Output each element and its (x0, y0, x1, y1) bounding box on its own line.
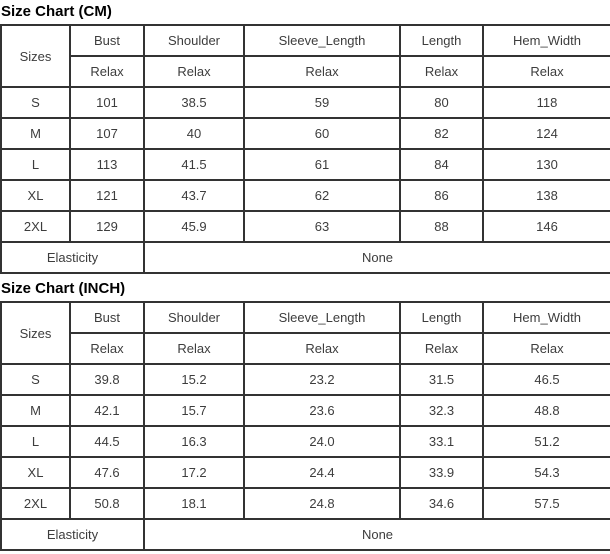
value-cell: 48.8 (483, 395, 610, 426)
table-row-s (1, 364, 610, 395)
value-cell: 16.3 (144, 426, 244, 457)
value-cell: 86 (400, 180, 483, 211)
size-cell: S (1, 87, 70, 118)
column-header-bust: Bust (70, 25, 144, 56)
header-row (1, 25, 610, 56)
fit-label: Relax (144, 333, 244, 364)
table-row-xl (1, 180, 610, 211)
column-header-sleeve-length: Sleeve_Length (244, 302, 400, 333)
elasticity-label: Elasticity (1, 242, 144, 273)
table-row-xl (1, 457, 610, 488)
column-header-bust: Bust (70, 302, 144, 333)
sizes-corner-header: Sizes (1, 302, 70, 364)
value-cell: 138 (483, 180, 610, 211)
size-chart-inch-table (0, 301, 610, 551)
header-row (1, 302, 610, 333)
value-cell: 57.5 (483, 488, 610, 519)
value-cell: 82 (400, 118, 483, 149)
size-cell: L (1, 149, 70, 180)
value-cell: 18.1 (144, 488, 244, 519)
fit-label: Relax (244, 333, 400, 364)
table-row-2xl (1, 488, 610, 519)
value-cell: 24.8 (244, 488, 400, 519)
value-cell: 88 (400, 211, 483, 242)
fit-row (1, 333, 610, 364)
column-header-hem-width: Hem_Width (483, 302, 610, 333)
size-chart-cm-table (0, 24, 610, 274)
value-cell: 32.3 (400, 395, 483, 426)
fit-label: Relax (244, 56, 400, 87)
size-cell: S (1, 364, 70, 395)
fit-label: Relax (70, 56, 144, 87)
column-header-sleeve-length: Sleeve_Length (244, 25, 400, 56)
size-cell: M (1, 118, 70, 149)
value-cell: 45.9 (144, 211, 244, 242)
size-cell: M (1, 395, 70, 426)
value-cell: 129 (70, 211, 144, 242)
size-cell: L (1, 426, 70, 457)
value-cell: 54.3 (483, 457, 610, 488)
value-cell: 146 (483, 211, 610, 242)
value-cell: 59 (244, 87, 400, 118)
size-cell: XL (1, 180, 70, 211)
value-cell: 107 (70, 118, 144, 149)
elasticity-value: None (144, 242, 610, 273)
value-cell: 31.5 (400, 364, 483, 395)
value-cell: 44.5 (70, 426, 144, 457)
value-cell: 61 (244, 149, 400, 180)
value-cell: 47.6 (70, 457, 144, 488)
size-chart-cm-title: Size Chart (CM) (1, 3, 112, 20)
fit-row (1, 56, 610, 87)
value-cell: 34.6 (400, 488, 483, 519)
value-cell: 46.5 (483, 364, 610, 395)
value-cell: 17.2 (144, 457, 244, 488)
fit-label: Relax (144, 56, 244, 87)
value-cell: 23.2 (244, 364, 400, 395)
value-cell: 42.1 (70, 395, 144, 426)
value-cell: 118 (483, 87, 610, 118)
value-cell: 24.4 (244, 457, 400, 488)
fit-label: Relax (483, 56, 610, 87)
fit-label: Relax (400, 333, 483, 364)
size-chart-inch-section (0, 280, 610, 551)
value-cell: 24.0 (244, 426, 400, 457)
value-cell: 40 (144, 118, 244, 149)
column-header-length: Length (400, 302, 483, 333)
value-cell: 39.8 (70, 364, 144, 395)
elasticity-value: None (144, 519, 610, 550)
value-cell: 43.7 (144, 180, 244, 211)
size-chart-inch-title: Size Chart (INCH) (1, 280, 126, 297)
value-cell: 38.5 (144, 87, 244, 118)
column-header-length: Length (400, 25, 483, 56)
value-cell: 33.9 (400, 457, 483, 488)
elasticity-row (1, 242, 610, 273)
column-header-shoulder: Shoulder (144, 302, 244, 333)
table-row-m (1, 395, 610, 426)
table-row-m (1, 118, 610, 149)
value-cell: 121 (70, 180, 144, 211)
table-row-2xl (1, 211, 610, 242)
value-cell: 130 (483, 149, 610, 180)
column-header-hem-width: Hem_Width (483, 25, 610, 56)
value-cell: 23.6 (244, 395, 400, 426)
elasticity-row (1, 519, 610, 550)
fit-label: Relax (400, 56, 483, 87)
value-cell: 80 (400, 87, 483, 118)
fit-label: Relax (70, 333, 144, 364)
value-cell: 124 (483, 118, 610, 149)
table-row-l (1, 149, 610, 180)
column-header-shoulder: Shoulder (144, 25, 244, 56)
value-cell: 15.7 (144, 395, 244, 426)
value-cell: 51.2 (483, 426, 610, 457)
table-row-l (1, 426, 610, 457)
size-cell: 2XL (1, 488, 70, 519)
size-cell: XL (1, 457, 70, 488)
size-cell: 2XL (1, 211, 70, 242)
value-cell: 41.5 (144, 149, 244, 180)
value-cell: 33.1 (400, 426, 483, 457)
value-cell: 113 (70, 149, 144, 180)
value-cell: 62 (244, 180, 400, 211)
size-chart-cm-section (0, 3, 610, 274)
value-cell: 15.2 (144, 364, 244, 395)
elasticity-label: Elasticity (1, 519, 144, 550)
fit-label: Relax (483, 333, 610, 364)
value-cell: 101 (70, 87, 144, 118)
value-cell: 63 (244, 211, 400, 242)
value-cell: 50.8 (70, 488, 144, 519)
value-cell: 84 (400, 149, 483, 180)
table-row-s (1, 87, 610, 118)
sizes-corner-header: Sizes (1, 25, 70, 87)
value-cell: 60 (244, 118, 400, 149)
